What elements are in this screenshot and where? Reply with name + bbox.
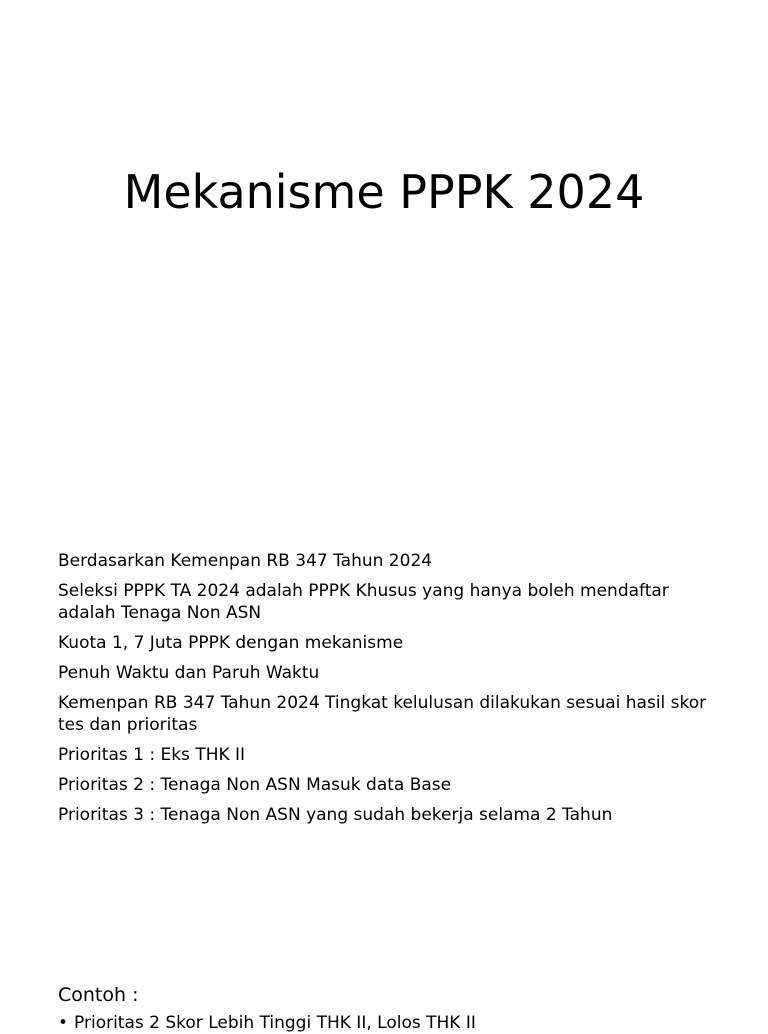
body-point: Berdasarkan Kemenpan RB 347 Tahun 2024 — [58, 551, 433, 571]
example-text: Prioritas 2 Skor Lebih Tinggi THK II, Lolos THK II — [74, 1013, 476, 1033]
example-label: Contoh : — [58, 984, 139, 1006]
body-point-list — [58, 550, 708, 834]
slide-title: Mekanisme PPPK 2024 — [123, 165, 645, 219]
bullet-icon: • — [58, 1013, 69, 1033]
body-point: Prioritas 1 : Eks THK II — [58, 745, 246, 765]
body-point: Prioritas 2 : Tenaga Non ASN Masuk data Base — [58, 775, 452, 795]
body-point: Kuota 1, 7 Juta PPPK dengan mekanisme — [58, 633, 404, 653]
body-point: Kemenpan RB 347 Tahun 2024 Tingkat kelulusan dilakukan sesuai hasil skor tes dan prioritas — [58, 693, 707, 735]
example-list — [58, 1012, 738, 1034]
example-item — [58, 1012, 738, 1034]
body-point: Seleksi PPPK TA 2024 adalah PPPK Khusus yang hanya boleh mendaftar adalah Tenaga Non ASN — [58, 581, 669, 623]
body-point: Prioritas 3 : Tenaga Non ASN yang sudah bekerja selama 2 Tahun — [58, 805, 613, 825]
body-point: Penuh Waktu dan Paruh Waktu — [58, 663, 320, 683]
